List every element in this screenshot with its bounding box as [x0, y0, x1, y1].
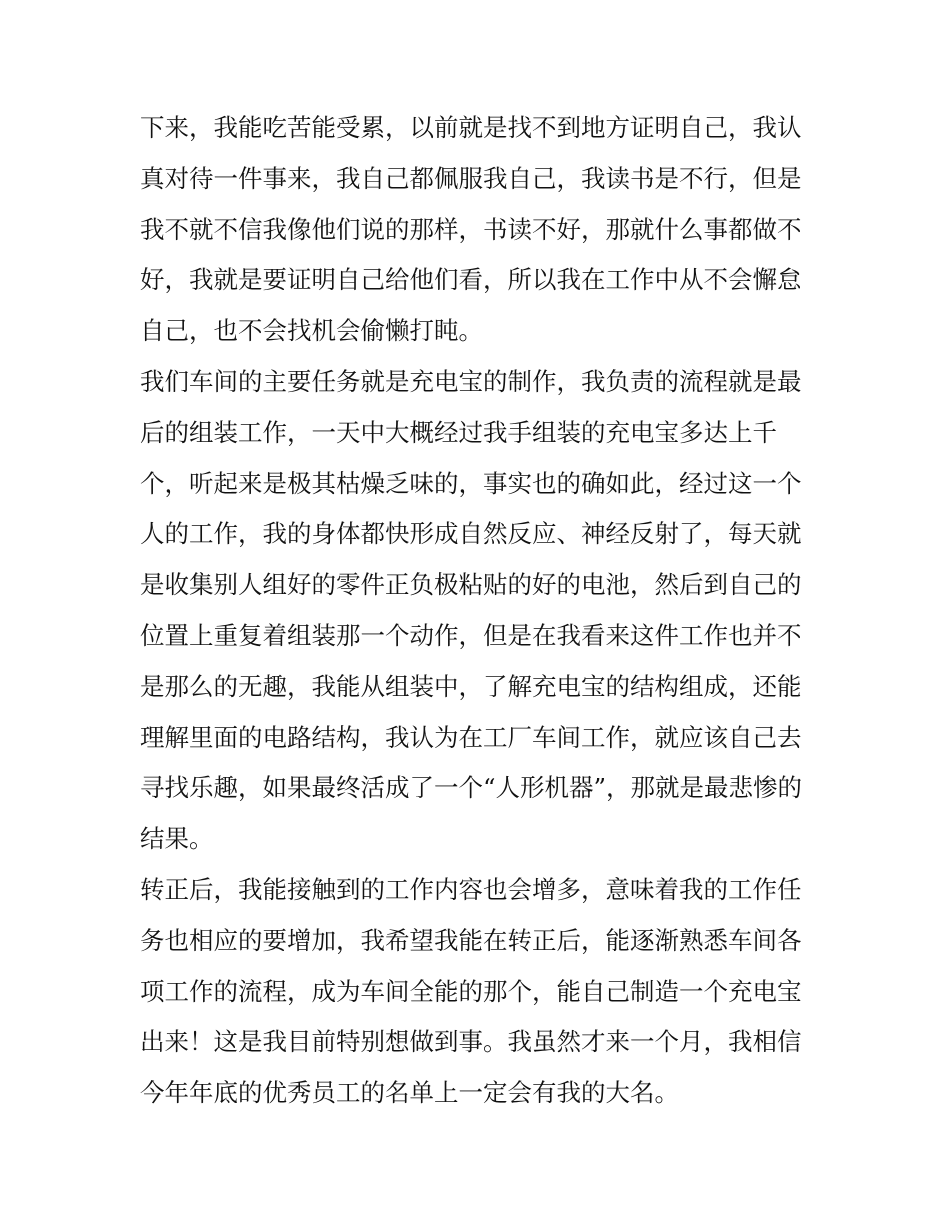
- body-text: [140, 103, 820, 1119]
- text-line-2: 真对待一件事来，我自己都佩服我自己，我读书是不行，但是: [140, 163, 802, 193]
- text-line-10: 是收集别人组好的零件正负极粘贴的好的电池，然后到自己的: [140, 570, 802, 600]
- text-line-9: 人的工作，我的身体都快形成自然反应、神经反射了，每天就: [140, 519, 802, 549]
- text-line-13: 理解里面的电路结构，我认为在工厂车间工作，就应该自己去: [140, 722, 802, 752]
- text-line-6: 我们车间的主要任务就是充电宝的制作，我负责的流程就是最: [140, 366, 802, 396]
- text-line-19: 出来！这是我目前特别想做到事。我虽然才来一个月，我相信: [140, 1027, 802, 1057]
- text-line-8: 个，听起来是极其枯燥乏味的，事实也的确如此，经过这一个: [140, 468, 802, 498]
- text-line-12: 是那么的无趣，我能从组装中，了解充电宝的结构组成，还能: [140, 671, 802, 701]
- text-line-18: 项工作的流程，成为车间全能的那个，能自己制造一个充电宝: [140, 976, 802, 1006]
- text-line-17: 务也相应的要增加，我希望我能在转正后，能逐渐熟悉车间各: [140, 925, 802, 955]
- text-line-20: 今年年底的优秀员工的名单上一定会有我的大名。: [140, 1078, 679, 1108]
- text-line-1: 下来，我能吃苦能受累，以前就是找不到地方证明自己，我认: [140, 113, 802, 142]
- text-line-5: 自己，也不会找机会偷懒打盹。: [140, 316, 483, 346]
- text-line-3: 我不就不信我像他们说的那样，书读不好，那就什么事都做不: [140, 214, 802, 244]
- text-line-14: 寻找乐趣，如果最终活成了一个“人形机器”，那就是最悲惨的: [140, 773, 803, 803]
- text-line-11: 位置上重复着组装那一个动作，但是在我看来这件工作也并不: [140, 620, 802, 650]
- text-line-7: 后的组装工作，一天中大概经过我手组装的充电宝多达上千: [140, 417, 777, 447]
- text-line-4: 好，我就是要证明自己给他们看，所以我在工作中从不会懈怠: [140, 265, 802, 295]
- text-line-15: 结果。: [140, 824, 214, 854]
- text-line-16: 转正后，我能接触到的工作内容也会增多，意味着我的工作任: [140, 874, 802, 904]
